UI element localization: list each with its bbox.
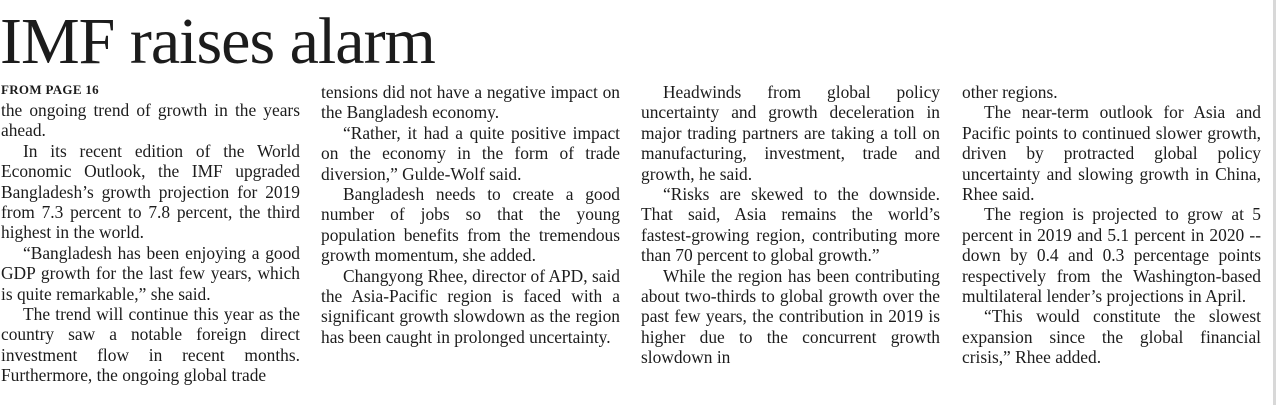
article-column-1: [1, 100, 300, 386]
paragraph: tensions did not have a negative impact on the Bangladesh economy.: [321, 82, 620, 123]
jump-line: FROM PAGE 16: [1, 82, 99, 97]
paragraph: Headwinds from global policy uncertainty and growth deceleration in major trading partners are taking a toll on manufacturing, investment, trade and growth, he said.: [641, 82, 940, 184]
paragraph: In its recent edition of the World Economic Outlook, the IMF upgraded Bangladesh’s growth projection for 2019 from 7.3 percent to 7.8 percent, the third highest in the world.: [1, 140, 300, 243]
paragraph: “This would constitute the slowest expansion since the global financial crisis,” Rhee added.: [962, 306, 1261, 368]
article-column-3: [641, 82, 940, 368]
article-headline: IMF raises alarm: [0, 5, 435, 78]
article-column-4: [962, 82, 1261, 368]
paragraph: “Bangladesh has been enjoying a good GDP growth for the last few years, which is quite remarkable,” she said.: [1, 242, 300, 304]
paragraph: The region is projected to grow at 5 percent in 2019 and 5.1 percent in 2020 -- down by 0.4 and 0.3 percentage points respectively from the Washington-based multilateral lender’s projections in April.: [962, 204, 1261, 307]
paragraph: “Rather, it had a quite positive impact on the economy in the form of trade diversion,” Gulde-Wolf said.: [321, 122, 620, 184]
paragraph: other regions.: [962, 82, 1058, 102]
paragraph: the ongoing trend of growth in the years ahead.: [1, 100, 300, 141]
paragraph: Changyong Rhee, director of APD, said the Asia-Pacific region is faced with a significant growth slowdown as the region has been caught in prolonged uncertainty.: [321, 265, 620, 347]
paragraph: While the region has been contributing about two-thirds to global growth over the past few years, the contribution in 2019 is higher due to the concurrent growth slowdown in: [641, 265, 940, 368]
paragraph: Bangladesh needs to create a good number of jobs so that the young population benefits from the tremendous growth momentum, she added.: [321, 184, 620, 266]
paragraph: The trend will continue this year as the country saw a notable foreign direct investment flow in recent months. Furthermore, the ongoing global trade: [1, 304, 300, 386]
paragraph: The near-term outlook for Asia and Pacific points to continued slower growth, driven by protracted global policy uncertainty and slowing growth in China, Rhee said.: [962, 102, 1261, 205]
article-column-2: [321, 82, 620, 347]
paragraph: “Risks are skewed to the downside. That said, Asia remains the world’s fastest-growing region, contributing more than 70 percent to global growth.”: [641, 184, 940, 266]
